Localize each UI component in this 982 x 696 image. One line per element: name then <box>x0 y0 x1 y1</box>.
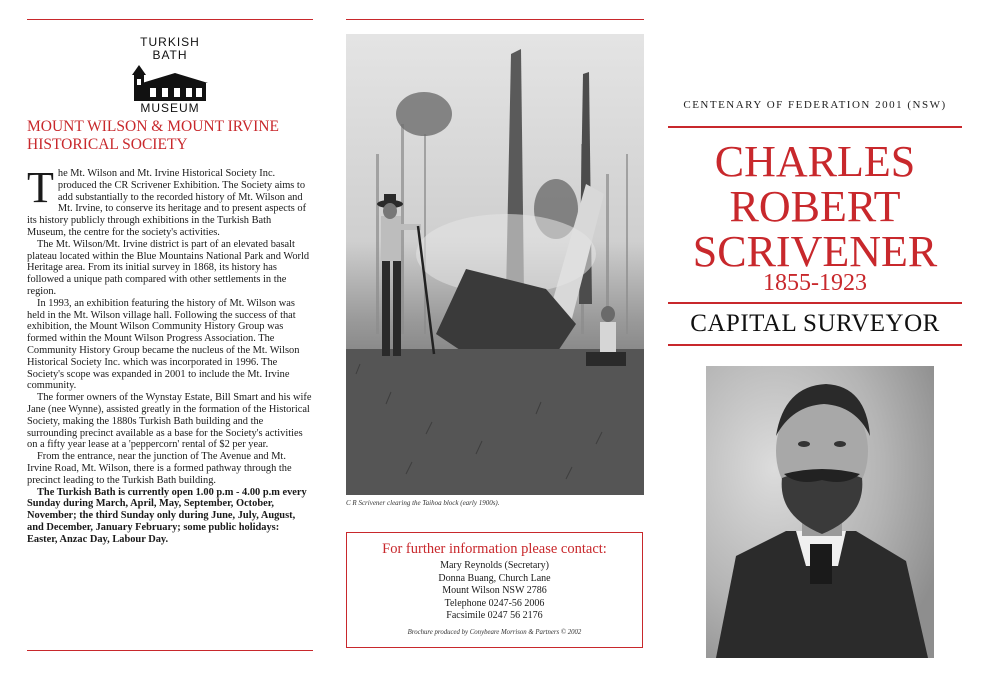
brochure-credit: Brochure produced by Conybeare Morrison & Partners © 2002 <box>407 628 582 636</box>
col1-top-rule <box>27 19 313 20</box>
subject-name <box>668 139 962 274</box>
name-line-2: ROBERT <box>729 182 901 231</box>
society-heading-line-2: HISTORICAL SOCIETY <box>27 136 188 153</box>
cover-rule-top <box>668 126 962 128</box>
body-paragraph-1 <box>27 163 312 239</box>
logo-line-3: MUSEUM <box>140 101 200 115</box>
contact-telephone: Telephone 0247-56 2006 <box>444 597 545 609</box>
portrait-photo <box>706 366 934 658</box>
name-line-3: SCRIVENER <box>692 227 938 276</box>
drop-cap: T <box>27 163 54 212</box>
life-dates: 1855-1923 <box>763 270 867 296</box>
contact-address-1: Donna Buang, Church Lane <box>438 572 551 584</box>
historic-clearing-photo <box>346 34 644 495</box>
logo-line-1: TURKISH <box>140 35 200 49</box>
cover-rule-middle <box>668 302 962 304</box>
opening-hours-text: The Turkish Bath is currently open 1.00 p.m - 4.00 p.m every Sunday during March, April, May, September, October, November; the third Sunday only during June, July, August, and December, January February; some public holidays: Easter, Anzac Day, Labour Day. <box>27 486 307 545</box>
body-paragraph-4: The former owners of the Wynstay Estate, Bill Smart and his wife Jane (nee Wynne), assisted greatly in the formation of the Historical Society, making the 1880s Turkish Bath building and the surrounding precinct available as a base for the Society's activities on a fifty year lease at a 'peppercorn' rental of $2 per year. <box>27 392 312 451</box>
body-paragraph-1-text: he Mt. Wilson and Mt. Irvine Historical Society Inc. produced the CR Scrivener Exhibition. The Society aims to add substantially to the recorded history of Mt. Wilson and Mt. Irvine, to conserve its heritage and to present aspects of its history publicly through exhibitions in the Turkish Bath Museum, the centre for the society's activities. <box>27 168 307 238</box>
contact-details <box>347 560 642 623</box>
centenary-heading: CENTENARY OF FEDERATION 2001 (NSW) <box>683 99 947 111</box>
contact-facsimile: Facsimile 0247 56 2176 <box>446 610 543 621</box>
society-body-text <box>27 163 312 546</box>
contact-name: Mary Reynolds (Secretary) <box>440 560 549 571</box>
contact-address-2: Mount Wilson NSW 2786 <box>442 585 547 596</box>
opening-hours <box>27 487 312 546</box>
body-paragraph-2: The Mt. Wilson/Mt. Irvine district is part of an elevated basalt plateau located within the Blue Mountains National Park and World Heritage area. From its initial survey in 1868, its history has followed a unique path compared with other settlements in the region. <box>27 238 310 297</box>
society-heading-line-1: MOUNT WILSON & MOUNT IRVINE <box>27 118 279 135</box>
bath-house-icon <box>132 63 208 101</box>
logo-line-2: BATH <box>152 48 188 62</box>
contact-box <box>346 532 643 648</box>
cover-rule-bottom <box>668 344 962 346</box>
photo-caption: C R Scrivener clearing the Taihoa block (early 1900s). <box>346 499 500 507</box>
col1-bottom-rule <box>27 650 313 651</box>
contact-title: For further information please contact: <box>382 541 607 557</box>
body-paragraph-5: From the entrance, near the junction of The Avenue and Mt. Irvine Road, Mt. Wilson, there is a formed pathway through the precinct leading to the Turkish Bath building. <box>27 451 292 486</box>
turkish-bath-museum-logo <box>125 36 215 115</box>
name-line-1: CHARLES <box>714 137 916 186</box>
subject-role: CAPITAL SURVEYOR <box>690 310 940 337</box>
society-heading <box>27 118 317 154</box>
body-paragraph-3: In 1993, an exhibition featuring the history of Mt. Wilson was held in the Mt. Wilson village hall. Following the success of that exhibition, the Mount Wilson Community History Group was formed within the Mount Wilson Progress Association. The Community History Group became the nucleus of the Mt. Wilson Historical Society Inc. which was incorporated in 1996. The Society's scope was expanded in 2001 to include the Mt. Irvine community. <box>27 297 300 392</box>
col2-top-rule <box>346 19 644 20</box>
